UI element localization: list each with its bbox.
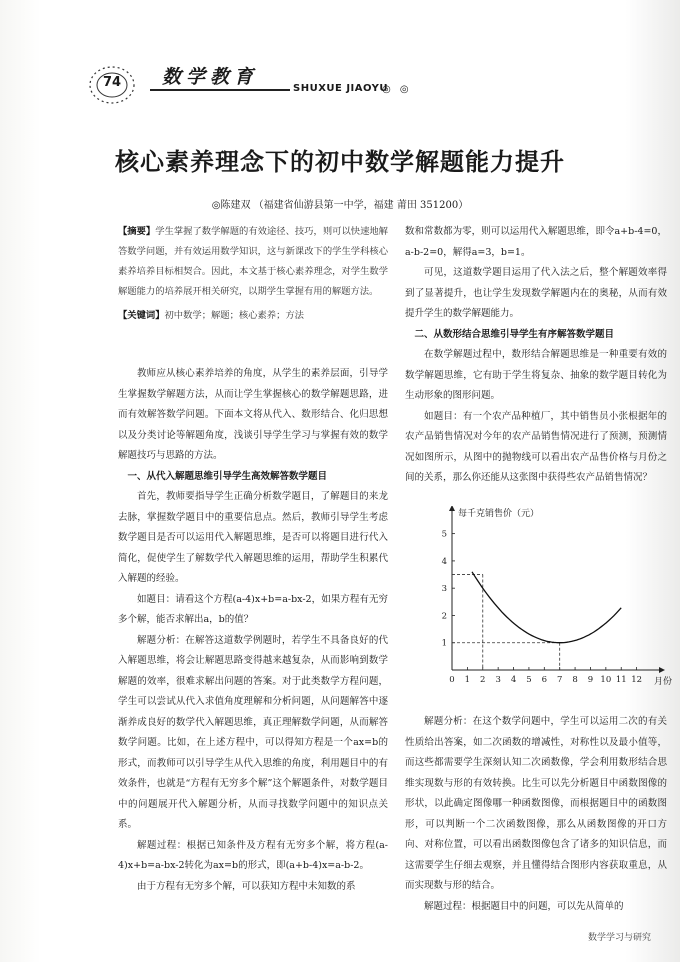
x-tick-label: 11 bbox=[615, 675, 627, 685]
journal-name-en: SHUXUE JIAOYU bbox=[290, 83, 391, 94]
keywords-paragraph bbox=[118, 306, 388, 326]
abstract-text: 学生掌握了数学解题的有效途径、技巧，则可以快速地解答数学问题，并有效运用数学知识，这与新课改下的学生学科核心素养培养目标相契合。因此，本文基于核心素养理念，对学生数学解题能力的培养展开相关研究，以期学生掌握有用的解题方法。 bbox=[118, 226, 388, 297]
y-tick-label: 2 bbox=[441, 611, 447, 622]
journal-name-cn: 数学教育 bbox=[162, 66, 259, 88]
body-paragraph: 在数学解题过程中，数形结合解题思维是一种重要有效的数学解题思维，它有助于学生将复杂、抽象的数学题目转化为生动形象的图形问题。 bbox=[405, 349, 667, 401]
keywords-label: 【关键词】 bbox=[118, 310, 165, 321]
x-tick-label: 2 bbox=[480, 675, 486, 685]
section-heading-2: 二、从数形结合思维引导学生有序解答数学题目 bbox=[414, 328, 615, 340]
chart-title: 每千克销售价（元） bbox=[458, 509, 540, 519]
x-tick-label: 6 bbox=[541, 675, 548, 685]
analysis-paragraph: 解题分析：在解答这道数学例题时，若学生不具备良好的代入解题思维，将会让解题思路变得越来越复杂，从而影响到数学解题的效率，很难求解出问题的答案。对于此类数学方程问题，学生可以尝试从代入求值角度理解和分析问题，从问题解答中逐渐养成良好的数学代入解题思维，真正理解数学问题，从而解答数学问题。比如，在上述方程中，可以得知方程是一个ax=b的形式，而教师可以引导学生从代入思维的角度，利用题目中的有效条件，也就是“方程有无穷多个解”这个解题条件，对数学题目中的问题展开代入解题分析，从而寻找数学问题中的知识点关系。 bbox=[118, 634, 388, 830]
x-tick-label: 4 bbox=[510, 675, 517, 685]
section-heading-1: 一、从代入解题思维引导学生高效解答数学题目 bbox=[127, 470, 328, 482]
y-tick-label: 4 bbox=[441, 556, 447, 567]
x-tick-label: 0 bbox=[449, 675, 455, 685]
abstract-paragraph bbox=[118, 222, 388, 302]
solution-paragraph: 解题过程：根据题目中的问题，可以先从简单的 bbox=[424, 900, 624, 912]
continued-text: 数和常数都为零，则可以运用代入解题思维，即令a+b-4=0，a-b-2=0，解得a=3，b=1。 bbox=[405, 226, 667, 258]
x-tick-label: 8 bbox=[572, 675, 578, 685]
x-axis-label: 月份 bbox=[654, 677, 672, 687]
solution-paragraph: 解题过程：根据已知条件及方程有无穷多个解，将方程(a-4)x+b=a-bx-2转化为ax=b的形式，即(a+b-4)x=a-b-2。 bbox=[118, 839, 388, 871]
x-tick-label: 5 bbox=[526, 675, 532, 685]
price-chart-svg bbox=[422, 506, 672, 696]
article-author: ◎陈建双 （福建省仙游县第一中学，福建 莆田 351200） bbox=[211, 200, 469, 211]
continued-paragraph: 由于方程有无穷多个解，可以获知方程中未知数的系 bbox=[137, 880, 356, 892]
price-curve bbox=[472, 572, 621, 643]
abstract-label: 【摘要】 bbox=[118, 226, 156, 237]
x-tick-label: 10 bbox=[600, 675, 612, 685]
right-column-bottom bbox=[405, 712, 667, 917]
body-paragraph: 可见，这道数学题目运用了代入法之后，整个解题效率得到了显著提升，也让学生发现数学解题内在的奥秘，从而有效提升学生的数学解题能力。 bbox=[405, 267, 667, 319]
right-column-top bbox=[405, 222, 667, 489]
left-column bbox=[118, 364, 388, 897]
y-tick-label: 3 bbox=[441, 584, 447, 595]
y-tick-label: 1 bbox=[441, 638, 447, 649]
example-question: 如题目：有一个农产品种植厂，其中销售员小张根据年的农产品销售情况对今年的农产品销售情况进行了预测，预测情况如图所示，从图中的抛物线可以看出农产品售价格与月份之间的关系，那么你还能从这张图中获得些农产品销售情况？ bbox=[405, 410, 667, 483]
x-tick-label: 12 bbox=[631, 675, 643, 685]
example-question: 如题目：请看这个方程(a-4)x+b=a-bx-2，如果方程有无穷多个解，能否求解出a，b的值？ bbox=[118, 593, 388, 625]
body-paragraph: 首先，教师要指导学生正确分析数学题目，了解题目的来龙去脉，掌握数学题目中的重要信息点。然后，教师引导学生考虑数学题目是否可以运用代入解题思维，是否可以将题目进行代入简化，促使学生了解数学代入解题思维的运用，帮助学生积累代入解题的经验。 bbox=[118, 491, 388, 584]
x-tick-label: 1 bbox=[464, 675, 471, 685]
x-tick-label: 9 bbox=[587, 675, 594, 685]
x-tick-label: 3 bbox=[495, 675, 501, 685]
page-number: 74 bbox=[102, 75, 122, 90]
y-tick-label: 5 bbox=[441, 529, 447, 540]
keywords-text: 初中数学；解题；核心素养；方法 bbox=[164, 310, 304, 321]
header-dots: ◎ ◎ bbox=[382, 84, 412, 95]
article-title: 核心素养理念下的初中数学解题能力提升 bbox=[115, 148, 565, 176]
price-chart bbox=[422, 506, 672, 696]
abstract-block bbox=[118, 222, 388, 326]
intro-paragraph: 教师应从核心素养培养的角度，从学生的素养层面，引导学生掌握数学解题方法，从而让学生掌握核心的数学解题思路，进而有效解答数学问题。下面本文将从代入、数形结合、化归思想以及分类讨论等解题角度，浅谈引导学生学习与掌握有效的数学解题技巧与思路的方法。 bbox=[118, 368, 388, 461]
footer-journal: 数学学习与研究 bbox=[588, 933, 652, 943]
page-number-badge bbox=[86, 62, 138, 108]
x-tick-label: 7 bbox=[556, 675, 563, 685]
analysis-paragraph: 解题分析：在这个数学问题中，学生可以运用二次的有关性质给出答案，如二次函数的增减性，对称性以及最小值等，而这些都需要学生深刻认知二次函数像，学会利用数形结合思维实现数与形的有效转换。比生可以先分析题目中函数图像的形状，以此确定图像哪一种函数图像，而根据题目中的函数图形，可以判断一个二次函数图像，那么从函数图像的开口方向、对称位置，可以看出函数图像包含了诸多的知识信息，而这需要学生仔细去观察，并且懂得结合图形内容获取重息，从而实现数与形的结合。 bbox=[405, 716, 667, 891]
